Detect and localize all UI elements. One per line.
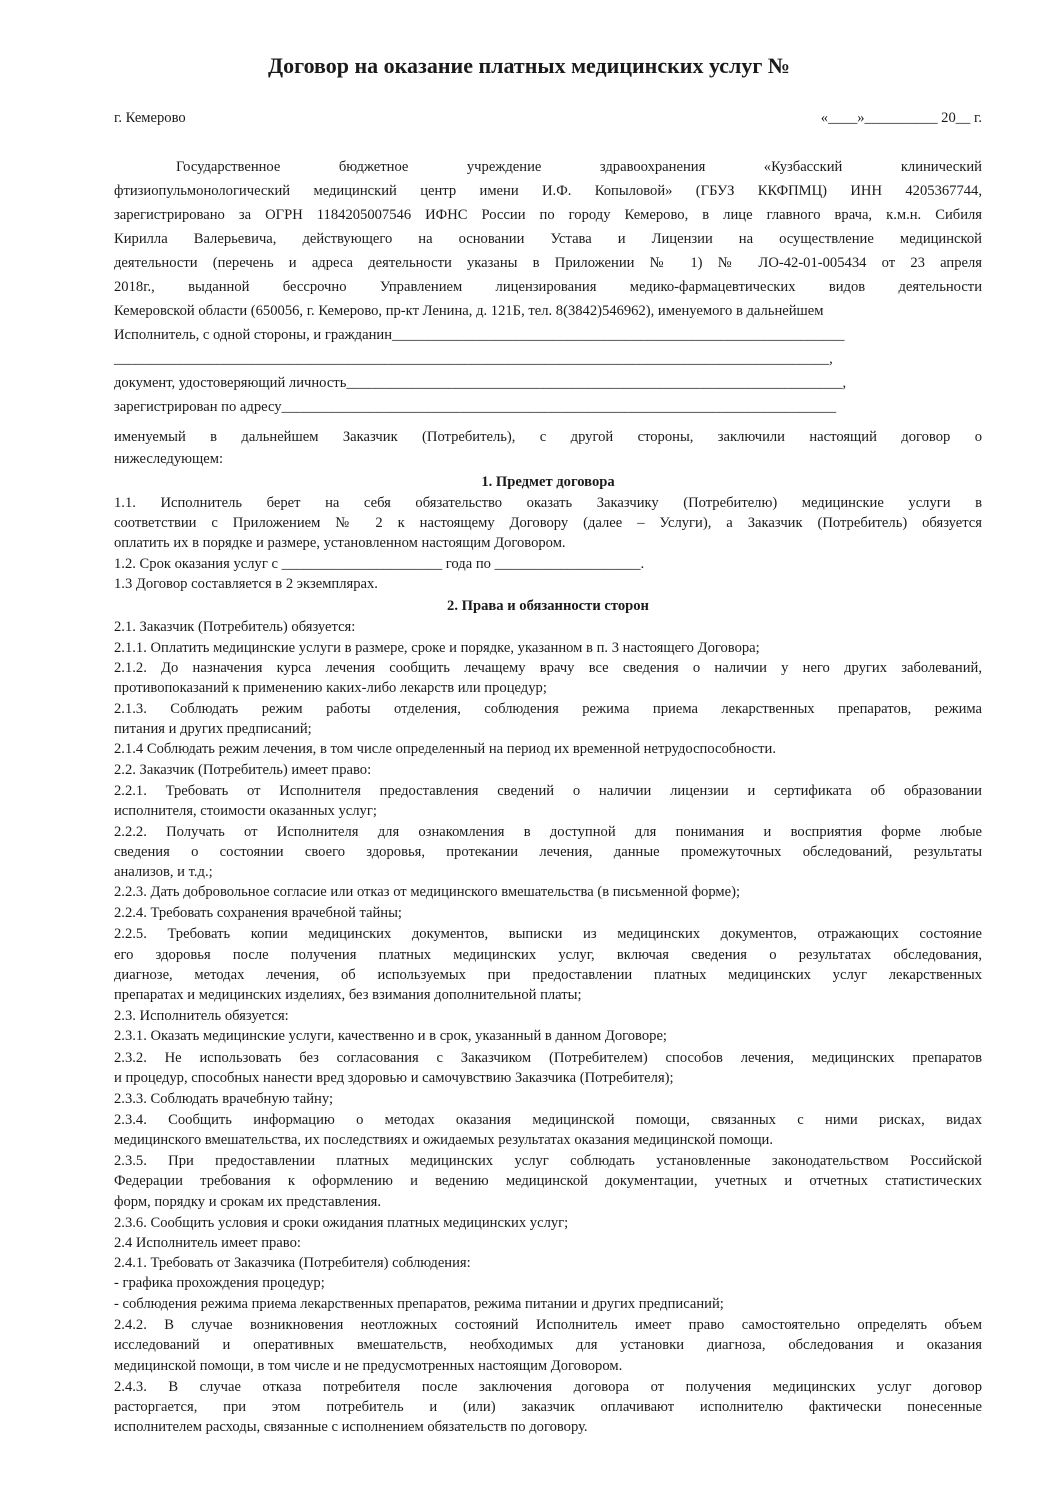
text-line: оплатить их в порядке и размере, установленном настоящим Договором.	[114, 535, 566, 551]
text-line: 2.1.4 Соблюдать режим лечения, в том числе определенный на период их временной нетрудоспособности.	[114, 741, 776, 757]
text-line: зарегистрирован по адресу____________________________________________________________________________	[114, 399, 837, 415]
text-line: исполнителя, стоимости оказанных услуг;	[114, 803, 377, 819]
text-line: Кирилла Валерьевича, действующего на основании Устава и Лицензии на осуществление медицинской	[114, 231, 982, 247]
text-line: 2018г., выданной бессрочно Управлением лицензирования медико-фармацевтических видов деятельности	[114, 279, 982, 295]
text-line: Кемеровской области (650056, г. Кемерово, пр-кт Ленина, д. 121Б, тел. 8(3842)546962), именуемого в дальнейшем	[114, 303, 824, 319]
text-line: форм, порядку и срокам их представления.	[114, 1194, 382, 1210]
text-line: его здоровья после получения платных медицинских услуг, включая сведения о результатах обследования,	[114, 947, 982, 963]
text-line: __________________________________________________________________________________________________,	[114, 351, 833, 367]
text-line: 1.2. Срок оказания услуг с ______________________ года по ____________________.	[114, 556, 645, 572]
text-line: 2.3.6. Сообщить условия и сроки ожидания платных медицинских услуг;	[114, 1215, 569, 1231]
text-line: 1.1. Исполнитель берет на себя обязательство оказать Заказчику (Потребителю) медицинские услуги в	[114, 495, 982, 511]
text-line: фтизиопульмонологический медицинский центр имени И.Ф. Копыловой» (ГБУЗ ККФПМЦ) ИНН 4205367744,	[114, 183, 982, 199]
text-line: 1.3 Договор составляется в 2 экземплярах.	[114, 576, 378, 592]
place-date-row	[114, 109, 982, 129]
text-line: исследований и оперативных вмешательств, необходимых для установки диагноза, обследования и оказания	[114, 1337, 982, 1353]
text-line: 2.3.4. Сообщить информацию о методах оказания медицинской помощи, связанных с ними рисках, видах	[114, 1112, 982, 1128]
text-line: медицинской помощи, в том числе и не предусмотренных настоящим Договором.	[114, 1358, 623, 1374]
text-line: документ, удостоверяющий личность____________________________________________________________________,	[114, 375, 847, 391]
text-line: нижеследующем:	[114, 451, 224, 467]
text-line: Исполнитель, с одной стороны, и гражданин______________________________________________________________	[114, 327, 845, 343]
text-line: 2.3.1. Оказать медицинские услуги, качественно и в срок, указанный в данном Договоре;	[114, 1028, 667, 1044]
section-heading: 1. Предмет договора	[481, 474, 615, 490]
text-line: 2.2.4. Требовать сохранения врачебной тайны;	[114, 905, 402, 921]
text-line: 2.1. Заказчик (Потребитель) обязуется:	[114, 619, 356, 635]
text-line: 2.3.5. При предоставлении платных медицинских услуг соблюдать установленные законодательством Российской	[114, 1153, 982, 1169]
text-line: и процедур, способных нанести вред здоровью и самочувствию Заказчика (Потребителя);	[114, 1070, 674, 1086]
city: г. Кемерово	[114, 110, 186, 126]
text-line: сведения о состоянии своего здоровья, протекании лечения, данные промежуточных обследований, результаты	[114, 844, 982, 860]
text-line: 2.3.2. Не использовать без согласования с Заказчиком (Потребителем) способов лечения, медицинских препаратов	[114, 1050, 982, 1066]
text-line: - соблюдения режима приема лекарственных препаратов, режима питании и других предписаний;	[114, 1296, 724, 1312]
text-line: 2.2. Заказчик (Потребитель) имеет право:	[114, 762, 372, 778]
text-line: 2.1.2. До назначения курса лечения сообщить лечащему врачу все сведения о наличии у него других заболеваний,	[114, 660, 982, 676]
text-line: медицинского вмешательства, их последствиях и ожидаемых результатах оказания медицинской помощи.	[114, 1132, 774, 1148]
text-line: 2.1.3. Соблюдать режим работы отделения, соблюдения режима приема лекарственных препаратов, режима	[114, 701, 982, 717]
text-line: противопоказаний к применению каких-либо лекарств или процедур;	[114, 680, 547, 696]
text-line: 2.2.5. Требовать копии медицинских документов, выписки из медицинских документов, отражающих состояние	[114, 926, 982, 942]
text-line: 2.1.1. Оплатить медицинские услуги в размере, сроке и порядке, указанном в п. 3 настоящего Договора;	[114, 640, 760, 656]
text-line: Федерации требования к оформлению и ведению медицинской документации, учетных и отчетных статистических	[114, 1173, 982, 1189]
text-line: 2.3.3. Соблюдать врачебную тайну;	[114, 1091, 334, 1107]
date-placeholder: «____»__________ 20__ г.	[820, 110, 982, 126]
document-title: Договор на оказание платных медицинских услуг №	[267, 53, 791, 78]
text-line: 2.2.3. Дать добровольное согласие или отказ от медицинского вмешательства (в письменной форме);	[114, 884, 741, 900]
text-line: Государственное бюджетное учреждение здравоохранения «Кузбасский клинический	[176, 159, 982, 175]
text-line: именуемый в дальнейшем Заказчик (Потребитель), с другой стороны, заключили настоящий договор о	[114, 429, 982, 445]
text-line: 2.4.1. Требовать от Заказчика (Потребителя) соблюдения:	[114, 1255, 471, 1271]
text-line: 2.3. Исполнитель обязуется:	[114, 1008, 289, 1024]
text-line: питания и других предписаний;	[114, 721, 312, 737]
text-line: 2.4.3. В случае отказа потребителя после заключения договора от получения медицинских услуг договор	[114, 1379, 982, 1395]
text-line: 2.2.2. Получать от Исполнителя для ознакомления в доступной для понимания и восприятия форме любые	[114, 824, 982, 840]
text-line: 2.4.2. В случае возникновения неотложных состояний Исполнитель имеет право самостоятельно определять объем	[114, 1317, 982, 1333]
text-line: 2.2.1. Требовать от Исполнителя предоставления сведений о наличии лицензии и сертификата об образовании	[114, 783, 982, 799]
text-line: деятельности (перечень и адреса деятельности указаны в Приложении № 1) № ЛО-42-01-005434 от 23 апреля	[114, 255, 982, 271]
text-line: - графика прохождения процедур;	[114, 1275, 325, 1291]
section-heading: 2. Права и обязанности сторон	[447, 598, 649, 614]
text-line: анализов, и т.д.;	[114, 864, 213, 880]
text-line: соответствии с Приложением № 2 к настоящему Договору (далее – Услуги), а Заказчик (Потребитель) обязуется	[114, 515, 982, 531]
text-line: диагнозе, методах лечения, об используемых при предоставлении платных медицинских услуг лекарственных	[114, 967, 982, 983]
text-line: исполнителем расходы, связанные с исполнением обязательств по договору.	[114, 1419, 588, 1435]
text-line: зарегистрировано за ОГРН 1184205007546 ИФНС России по городу Кемерово, в лице главного врача, к.м.н. Сибиля	[114, 207, 982, 223]
text-line: препаратах и медицинских изделиях, без взимания дополнительной платы;	[114, 987, 582, 1003]
text-line: расторгается, при этом потребитель и (или) заказчик оплачивают исполнителю фактически понесенные	[114, 1399, 982, 1415]
text-line: 2.4 Исполнитель имеет право:	[114, 1235, 301, 1251]
